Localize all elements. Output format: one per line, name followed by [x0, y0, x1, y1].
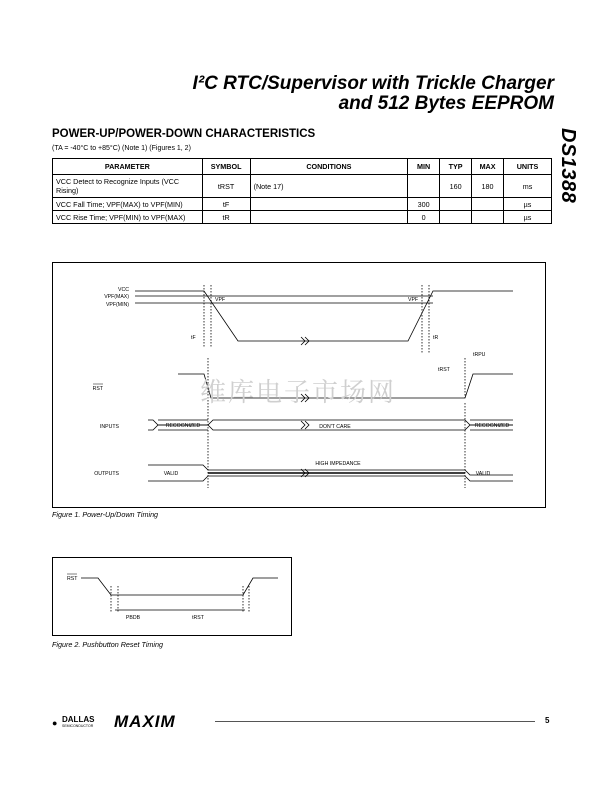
table-cell [440, 211, 472, 224]
table-cell [440, 198, 472, 211]
label-valid-left: VALID [163, 471, 179, 477]
watermark: 维库电子市场网 [200, 378, 397, 408]
label-tf: tF [191, 335, 196, 341]
table-cell: 180 [472, 175, 504, 198]
table-cell [250, 198, 408, 211]
label-recognized-left: RECOGNIZED [165, 423, 201, 429]
table-cell: (Note 17) [250, 175, 408, 198]
label-tr: tR [433, 335, 439, 341]
table-cell: tRST [202, 175, 250, 198]
table-cell: µs [504, 198, 552, 211]
table-cell: tF [202, 198, 250, 211]
page-number: 5 [545, 716, 550, 725]
table-cell: ms [504, 175, 552, 198]
table-cell [250, 211, 408, 224]
table-header: SYMBOL [202, 159, 250, 175]
footer-rule [215, 721, 535, 722]
label-rst: RST [67, 576, 78, 582]
label-vpf-left: VPF [215, 297, 226, 303]
maxim-logo-text: MAXIM [114, 712, 176, 731]
page-title: I²C RTC/Supervisor with Trickle Charger [192, 73, 554, 94]
break-mark [301, 421, 309, 429]
label-trst: tRST [438, 367, 450, 373]
table-header-row [53, 159, 552, 175]
table-header: MAX [472, 159, 504, 175]
label-high-impedance: HIGH IMPEDANCE [315, 461, 361, 467]
table-cell: 160 [440, 175, 472, 198]
table-row [53, 175, 552, 198]
table-cell: 0 [408, 211, 440, 224]
label-outputs: OUTPUTS [94, 471, 119, 477]
table-header: CONDITIONS [250, 159, 408, 175]
label-valid-right: VALID [475, 471, 491, 477]
label-inputs: INPUTS [99, 424, 119, 430]
table-header: MIN [408, 159, 440, 175]
table-cell: 300 [408, 198, 440, 211]
table-cell [472, 198, 504, 211]
table-header: PARAMETER [53, 159, 203, 175]
characteristics-table [52, 158, 552, 224]
table-cell: µs [504, 211, 552, 224]
label-vpf-right: VPF [408, 297, 419, 303]
label-vpfmax: VPF(MAX) [104, 294, 129, 300]
table-cell: VCC Detect to Recognize Inputs (VCC Rising) [53, 175, 203, 198]
pushbutton-reset-timing-diagram [53, 558, 291, 635]
table-cell: VCC Rise Time; VPF(MIN) to VPF(MAX) [53, 211, 203, 224]
rst-waveform [81, 578, 278, 595]
dallas-logo-icon: ● [52, 718, 58, 728]
table-cell: VCC Fall Time; VPF(MAX) to VPF(MIN) [53, 198, 203, 211]
section-conditions: (TA = -40°C to +85°C) (Note 1) (Figures 1, 2) [52, 145, 191, 152]
table-cell [472, 211, 504, 224]
label-rst: RST [92, 386, 103, 392]
table-row [53, 198, 552, 211]
page-subtitle: and 512 Bytes EEPROM [338, 93, 554, 114]
table-cell [408, 175, 440, 198]
part-number-side: DS1388 [557, 128, 579, 204]
semiconductor-text: SEMICONDUCTOR [62, 724, 94, 728]
label-dont-care: DON'T CARE [319, 424, 351, 430]
footer-logos [52, 712, 212, 731]
table-cell: tR [202, 211, 250, 224]
label-trst: tRST [192, 615, 204, 621]
figure2-caption: Figure 2. Pushbutton Reset Timing [52, 640, 163, 649]
vcc-waveform [135, 291, 513, 341]
table-row [53, 211, 552, 224]
table-header: TYP [440, 159, 472, 175]
label-vcc: VCC [118, 287, 129, 293]
figure1-caption: Figure 1. Power-Up/Down Timing [52, 510, 159, 519]
label-pbdb: PBDB [125, 615, 141, 621]
label-trpu: tRPU [473, 352, 486, 358]
label-recognized-right: RECOGNIZED [474, 423, 510, 429]
table-header: UNITS [504, 159, 552, 175]
label-vpfmin: VPF(MIN) [105, 302, 129, 308]
dallas-logo-text: DALLAS [62, 715, 95, 724]
figure2-frame [52, 557, 292, 636]
section-heading: POWER-UP/POWER-DOWN CHARACTERISTICS [52, 128, 316, 140]
